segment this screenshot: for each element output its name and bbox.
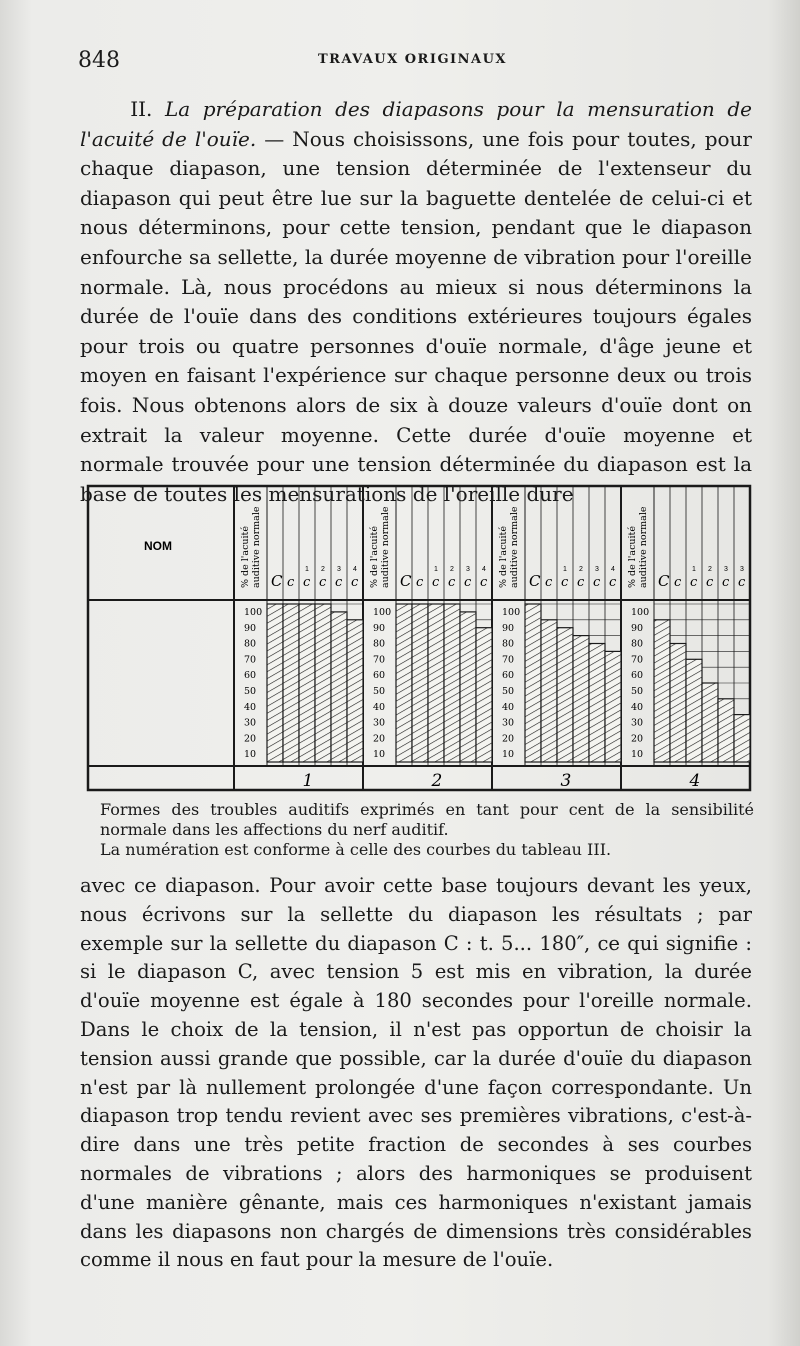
- percent-label-line2: auditive normale: [638, 506, 649, 588]
- panel-2: [369, 486, 492, 791]
- scale-label: 50: [631, 686, 644, 697]
- fork-label: C: [658, 572, 670, 590]
- hatched-bar: [718, 699, 734, 762]
- panel-4: [627, 486, 750, 791]
- hatched-bar: [299, 604, 315, 762]
- fork-index: 2: [708, 566, 712, 573]
- scale-label: 20: [631, 733, 644, 745]
- fork-index: 1: [563, 566, 567, 573]
- scale-label: 50: [244, 686, 257, 697]
- hatched-bar: [428, 604, 444, 762]
- fork-index: 4: [353, 566, 357, 573]
- hatched-bar: [331, 612, 347, 762]
- fork-label: c: [593, 575, 601, 590]
- scale-label: 90: [244, 622, 257, 634]
- fork-index: 4: [611, 566, 615, 573]
- hatched-bar: [283, 604, 299, 762]
- percent-label-line2: auditive normale: [509, 506, 520, 588]
- fork-index: 2: [321, 566, 325, 573]
- name-header: NOM: [144, 539, 172, 553]
- hatched-bar: [476, 628, 492, 762]
- fork-label: c: [561, 575, 569, 590]
- scale-label: 80: [631, 638, 644, 650]
- fork-label: c: [577, 575, 585, 590]
- hatched-bar: [573, 636, 589, 762]
- hatched-bar: [525, 604, 541, 762]
- scale-label: 50: [373, 686, 386, 697]
- fork-label: c: [674, 575, 682, 590]
- fork-index: 3: [724, 566, 728, 573]
- percent-label-line1: % de l'acuité: [498, 525, 509, 588]
- hatched-bar: [444, 604, 460, 762]
- fork-label: C: [271, 572, 283, 590]
- fork-label: C: [529, 572, 541, 590]
- percent-label: [369, 506, 391, 588]
- section-title: La préparation des diapasons pour la mensuration de l'acuité de l'ouïe.: [80, 97, 752, 151]
- scale-label: 10: [502, 749, 515, 761]
- hatched-bar: [670, 644, 686, 763]
- scale-label: 100: [631, 607, 650, 618]
- page-number: 848: [78, 48, 120, 73]
- percent-label-line2: auditive normale: [380, 506, 391, 588]
- section-paragraph: [80, 95, 752, 509]
- scale-label: 50: [502, 686, 515, 697]
- scale-label: 70: [502, 654, 515, 666]
- scale-label: 100: [373, 607, 392, 618]
- figure-table: [86, 478, 754, 796]
- scale-label: 10: [631, 749, 644, 761]
- hatched-bar: [654, 620, 670, 762]
- hatched-bar: [541, 620, 557, 762]
- scale-label: 40: [373, 701, 386, 713]
- fork-label: C: [400, 572, 412, 590]
- fork-index: 1: [434, 566, 438, 573]
- hatched-bar: [315, 604, 331, 762]
- fork-label: c: [351, 575, 359, 590]
- continuation-paragraph: avec ce diapason. Pour avoir cette base toujours devant les yeux, nous écrivons sur la sellette du diapason les résultats ; par exemple sur la sellette du diapason C : t. 5... 180″, ce qui signifie : si le diapason C, avec tension 5 est mis en vibration, la durée d'ouïe moyenne est égale à 180 secondes pour l'oreille normale. Dans le choix de la tension, il n'est pas opportun de choisir la tension aussi grande que possible, car la durée d'ouïe du diapason n'est par là nullement prolongée d'une façon correspondante. Un diapason trop tendu revient avec ses premières vibrations, c'est-à-dire dans une très petite fraction de secondes à ses courbes normales de vibrations ; alors des harmoniques se produisent d'une manière gênante, mais ces harmoniques n'existant jamais dans les diapasons non chargés de dimensions très considérables comme il nous en faut pour la mesure de l'ouïe.: [80, 874, 752, 1272]
- scale-label: 30: [373, 717, 386, 729]
- scale-label: 10: [373, 749, 386, 761]
- fork-label: c: [432, 575, 440, 590]
- scale-label: 30: [244, 717, 257, 729]
- section-number: II.: [130, 97, 153, 121]
- figure-caption: [100, 800, 754, 860]
- scale-label: 60: [502, 670, 515, 682]
- fork-label: c: [464, 575, 472, 590]
- hatched-bar: [460, 612, 476, 762]
- hatched-bar: [702, 683, 718, 762]
- fork-index: 3: [595, 566, 599, 573]
- fork-index: 1: [305, 566, 309, 573]
- panel-1: [240, 486, 363, 791]
- scale-label: 90: [502, 622, 515, 634]
- scale-label: 40: [631, 701, 644, 713]
- fork-index: 3: [740, 566, 744, 573]
- scale-label: 20: [244, 733, 257, 745]
- hatched-bar: [412, 604, 428, 762]
- scale-label: 70: [631, 654, 644, 666]
- scale-label: 20: [373, 733, 386, 745]
- page-header: [78, 48, 754, 78]
- percent-label: [498, 506, 520, 588]
- fork-label: c: [480, 575, 488, 590]
- panel-number: 4: [689, 771, 701, 791]
- fork-label: c: [335, 575, 343, 590]
- scale-label: 90: [631, 622, 644, 634]
- fork-index: 3: [466, 566, 470, 573]
- scale-label: 60: [244, 670, 257, 682]
- panel-number: 2: [431, 771, 443, 791]
- fork-index: 1: [692, 566, 696, 573]
- fork-label: c: [690, 575, 698, 590]
- fork-label: c: [706, 575, 714, 590]
- scale-label: 70: [244, 654, 257, 666]
- percent-label: [627, 506, 649, 588]
- scale-label: 40: [244, 701, 257, 713]
- scale-label: 40: [502, 701, 515, 713]
- hatched-bar: [557, 628, 573, 762]
- fork-label: c: [738, 575, 746, 590]
- hatched-bar: [347, 620, 363, 762]
- hatched-bar: [686, 659, 702, 762]
- hatched-bar: [396, 604, 412, 762]
- panel-3: [498, 486, 621, 791]
- hatched-bar: [267, 604, 283, 762]
- percent-label-line1: % de l'acuité: [627, 525, 638, 588]
- panel-number: 1: [302, 771, 314, 791]
- fork-label: c: [545, 575, 553, 590]
- scale-label: 100: [502, 607, 521, 618]
- hatched-bar: [589, 644, 605, 763]
- hatched-bar: [605, 651, 621, 762]
- scale-label: 80: [244, 638, 257, 650]
- fork-index: 2: [450, 566, 454, 573]
- fork-label: c: [609, 575, 617, 590]
- fork-label: c: [319, 575, 327, 590]
- fork-index: 2: [579, 566, 583, 573]
- section-text: — Nous choisissons, une fois pour toutes, pour chaque diapason, une tension déterminée de l'extenseur du diapason qui peut être lue sur la baguette dentelée de celui-ci et nous déterminons, pour cette tension, pendant que le diapason enfourche sa sellette, la durée moyenne de vibration pour l'oreille normale. Là, nous procédons au mieux si nous déterminons la durée de l'ouïe dans des conditions extérieures toujours égales pour trois ou quatre personnes d'ouïe normale, d'âge jeune et moyen en faisant l'expérience sur chaque personne deux ou trois fois. Nous obtenons alors de six à douze valeurs d'ouïe dont on extrait la valeur moyenne. Cette durée d'ouïe moyenne et normale trouvée pour une tension déterminée du diapason est la base de toutes les mensurations de l'oreille dure: [80, 126, 752, 506]
- scale-label: 80: [373, 638, 386, 650]
- caption-line-2: La numération est conforme à celle des courbes du tableau III.: [100, 840, 612, 859]
- fork-label: c: [722, 575, 730, 590]
- fork-label: c: [448, 575, 456, 590]
- percent-label-line1: % de l'acuité: [369, 525, 380, 588]
- hatched-bar: [734, 715, 750, 762]
- percent-label-line1: % de l'acuité: [240, 525, 251, 588]
- scale-label: 30: [502, 717, 515, 729]
- scale-label: 10: [244, 749, 257, 761]
- percent-label-line2: auditive normale: [251, 506, 262, 588]
- hearing-chart: [86, 478, 754, 796]
- scale-label: 20: [502, 733, 515, 745]
- scale-label: 30: [631, 717, 644, 729]
- fork-label: c: [416, 575, 424, 590]
- scale-label: 60: [373, 670, 386, 682]
- scale-label: 100: [244, 607, 263, 618]
- scale-label: 90: [373, 622, 386, 634]
- panel-number: 3: [560, 771, 572, 791]
- percent-label: [240, 506, 262, 588]
- fork-index: 3: [337, 566, 341, 573]
- caption-line-1: Formes des troubles auditifs exprimés en tant pour cent de la sensibilité normale dans les affections du nerf auditif.: [100, 800, 754, 839]
- scale-label: 60: [631, 670, 644, 682]
- fork-label: c: [303, 575, 311, 590]
- running-head: TRAVAUX ORIGINAUX: [318, 52, 508, 67]
- fork-index: 4: [482, 566, 486, 573]
- fork-label: c: [287, 575, 295, 590]
- scale-label: 80: [502, 638, 515, 650]
- scale-label: 70: [373, 654, 386, 666]
